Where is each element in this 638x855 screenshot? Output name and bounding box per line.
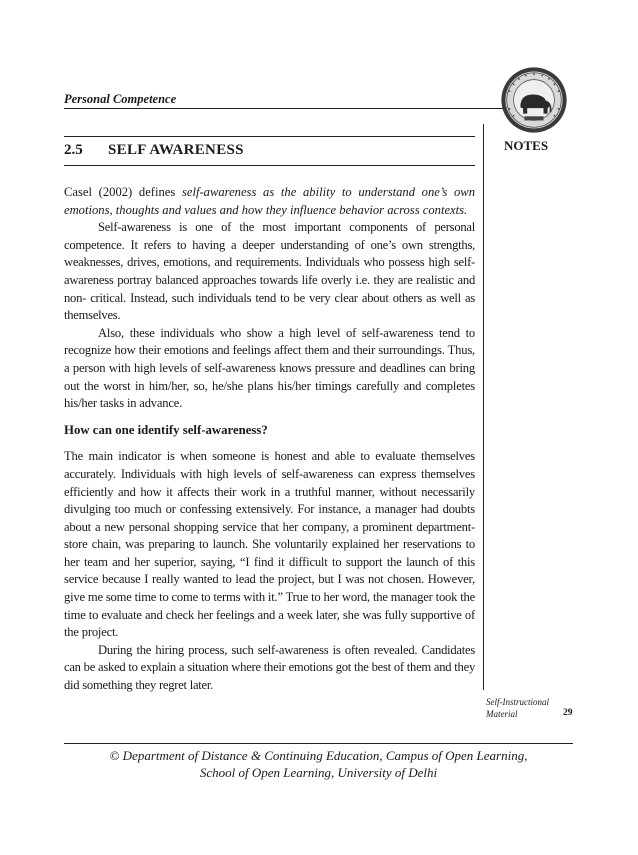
running-header: Personal Competence [64, 92, 177, 106]
margin-divider [483, 124, 484, 690]
paragraph-1: Self-awareness is one of the most important components of personal competence. It refers to having a deeper understanding of one’s own strengths, weaknesses, drives, emotions, and requirements. Individuals who possess high self-awareness portray balanced approaches towards life overly i.e. they are realistic and non- critical. Instead, such individuals tend to be very clear about others as well as themselves. [64, 220, 475, 323]
paragraph-4: During the hiring process, such self-awareness is often revealed. Candidates can be asked to explain a situation where their emotions got the best of them and they did something they regret later. [64, 642, 475, 693]
paragraph-3: The main indicator is when someone is honest and able to evaluate themselves accurately. Individuals with high levels of self-awareness can express themselves efficiently and how it affects their work in a truthful manner, without necessarily divulging too much or confessing extensively. For instance, a manager had doubts about a new personal shopping service that her company, a prominent department-store chain, was preparing to launch. She voluntarily explained her reservations to her team and her superior, saying, “I find it difficult to support the launch of this service because I really wanted to lead the project, but I was not chosen. However, give me some time to come to terms with it.” True to her word, the manager took the time to evaluate and check her feelings and a week later, she was fully supportive of the project. [64, 449, 475, 640]
page-number: 29 [563, 708, 573, 718]
footer-divider [64, 743, 573, 744]
section-rule-bottom [64, 165, 475, 166]
footer-line-2: School of Open Learning, University of Delhi [199, 765, 438, 780]
footer-credit [64, 747, 573, 781]
intro-paragraph [64, 184, 475, 219]
notes-label: NOTES [504, 138, 549, 153]
paragraph-2: Also, these individuals who show a high level of self-awareness tend to recognize how their emotions and feelings affect them and their surroundings. Thus, a person with high levels of self-awareness knows pressure and deadlines can bring out the worst in him/her, so, he/she plans his/her timings carefully and completes his/her tasks in advance. [64, 325, 475, 411]
university-seal-icon [500, 66, 568, 134]
section-title: SELF AWARENESS [108, 142, 244, 158]
header-divider [64, 108, 504, 109]
footer-line-1: © Department of Distance & Continuing Education, Campus of Open Learning, [109, 748, 528, 763]
section-number: 2.5 [64, 142, 83, 158]
subheading: How can one identify self-awareness? [64, 422, 268, 437]
material-line-1: Self-Instructional [486, 697, 549, 707]
body-content [64, 184, 475, 695]
section-rule-top [64, 136, 475, 137]
intro-definition: self-awareness as the ability to understand one’s own emotions, thoughts and values and how they influence behavior across contexts. [64, 185, 475, 217]
material-line-2: Material [486, 708, 518, 719]
intro-plain-text: Casel (2002) defines [64, 185, 182, 199]
